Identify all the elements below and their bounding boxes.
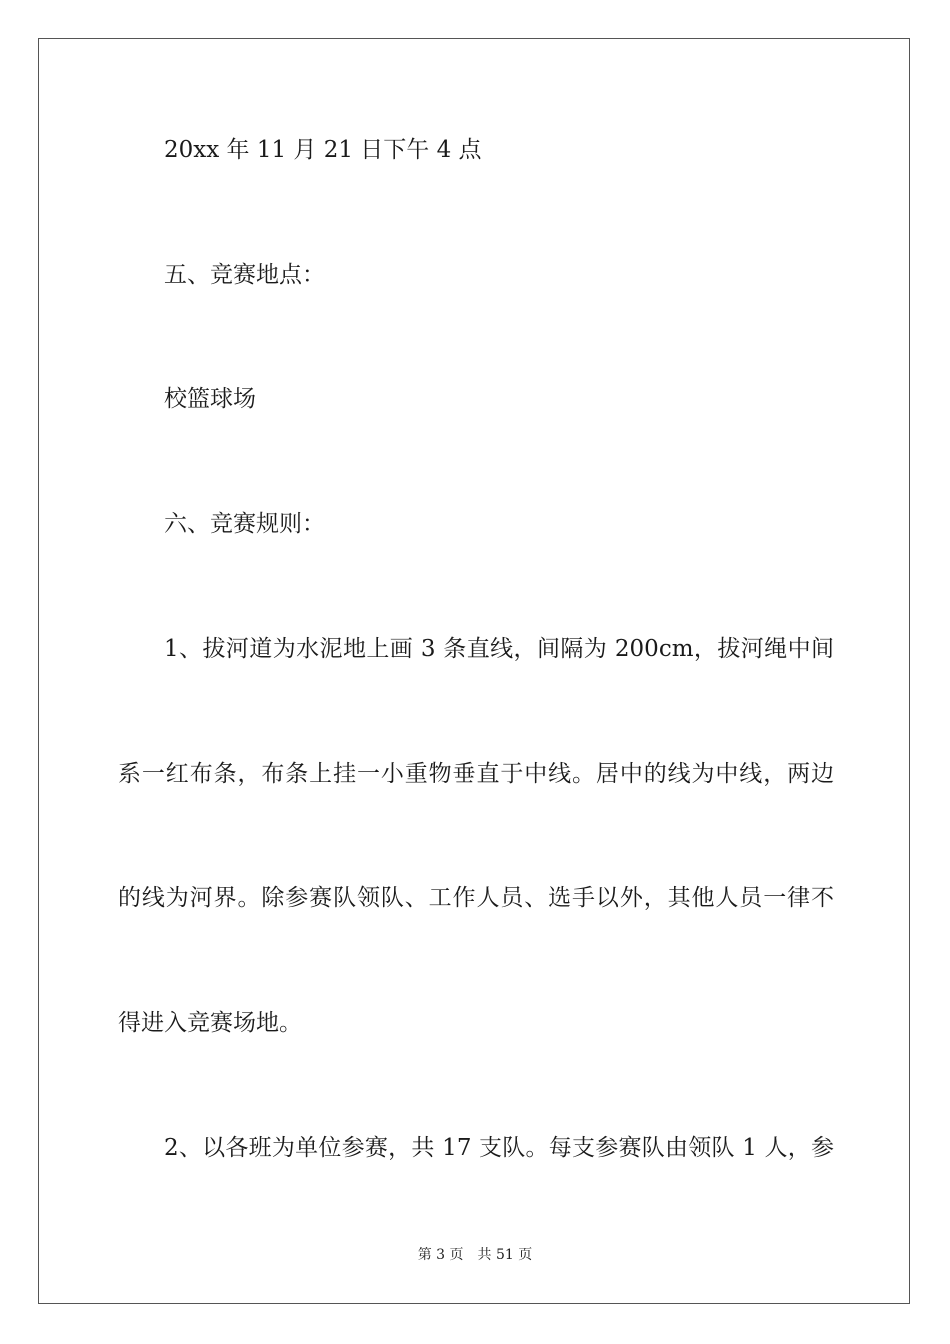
paragraph-rule-1-line-4: 得进入竞赛场地。	[118, 1010, 302, 1036]
heading-rules: 六、竞赛规则：	[164, 511, 325, 537]
page-border	[38, 38, 910, 1304]
page-total: 共 51 页	[477, 1247, 533, 1263]
page-footer	[0, 1246, 950, 1264]
text-line-venue: 校篮球场	[164, 386, 256, 412]
paragraph-rule-1-line-2: 系一红布条，布条上挂一小重物垂直于中线。居中的线为中线，两边	[118, 761, 834, 787]
paragraph-rule-1-line-3: 的线为河界。除参赛队领队、工作人员、选手以外，其他人员一律不	[118, 885, 834, 911]
paragraph-rule-2-line-1: 2、以各班为单位参赛，共 17 支队。每支参赛队由领队 1 人，参	[164, 1135, 834, 1161]
text-line-time: 20xx 年 11 月 21 日下午 4 点	[164, 137, 482, 163]
paragraph-rule-1-line-1: 1、拔河道为水泥地上画 3 条直线，间隔为 200cm，拔河绳中间	[164, 636, 834, 662]
heading-venue: 五、竞赛地点：	[164, 262, 325, 288]
page-number: 第 3 页	[417, 1247, 464, 1263]
